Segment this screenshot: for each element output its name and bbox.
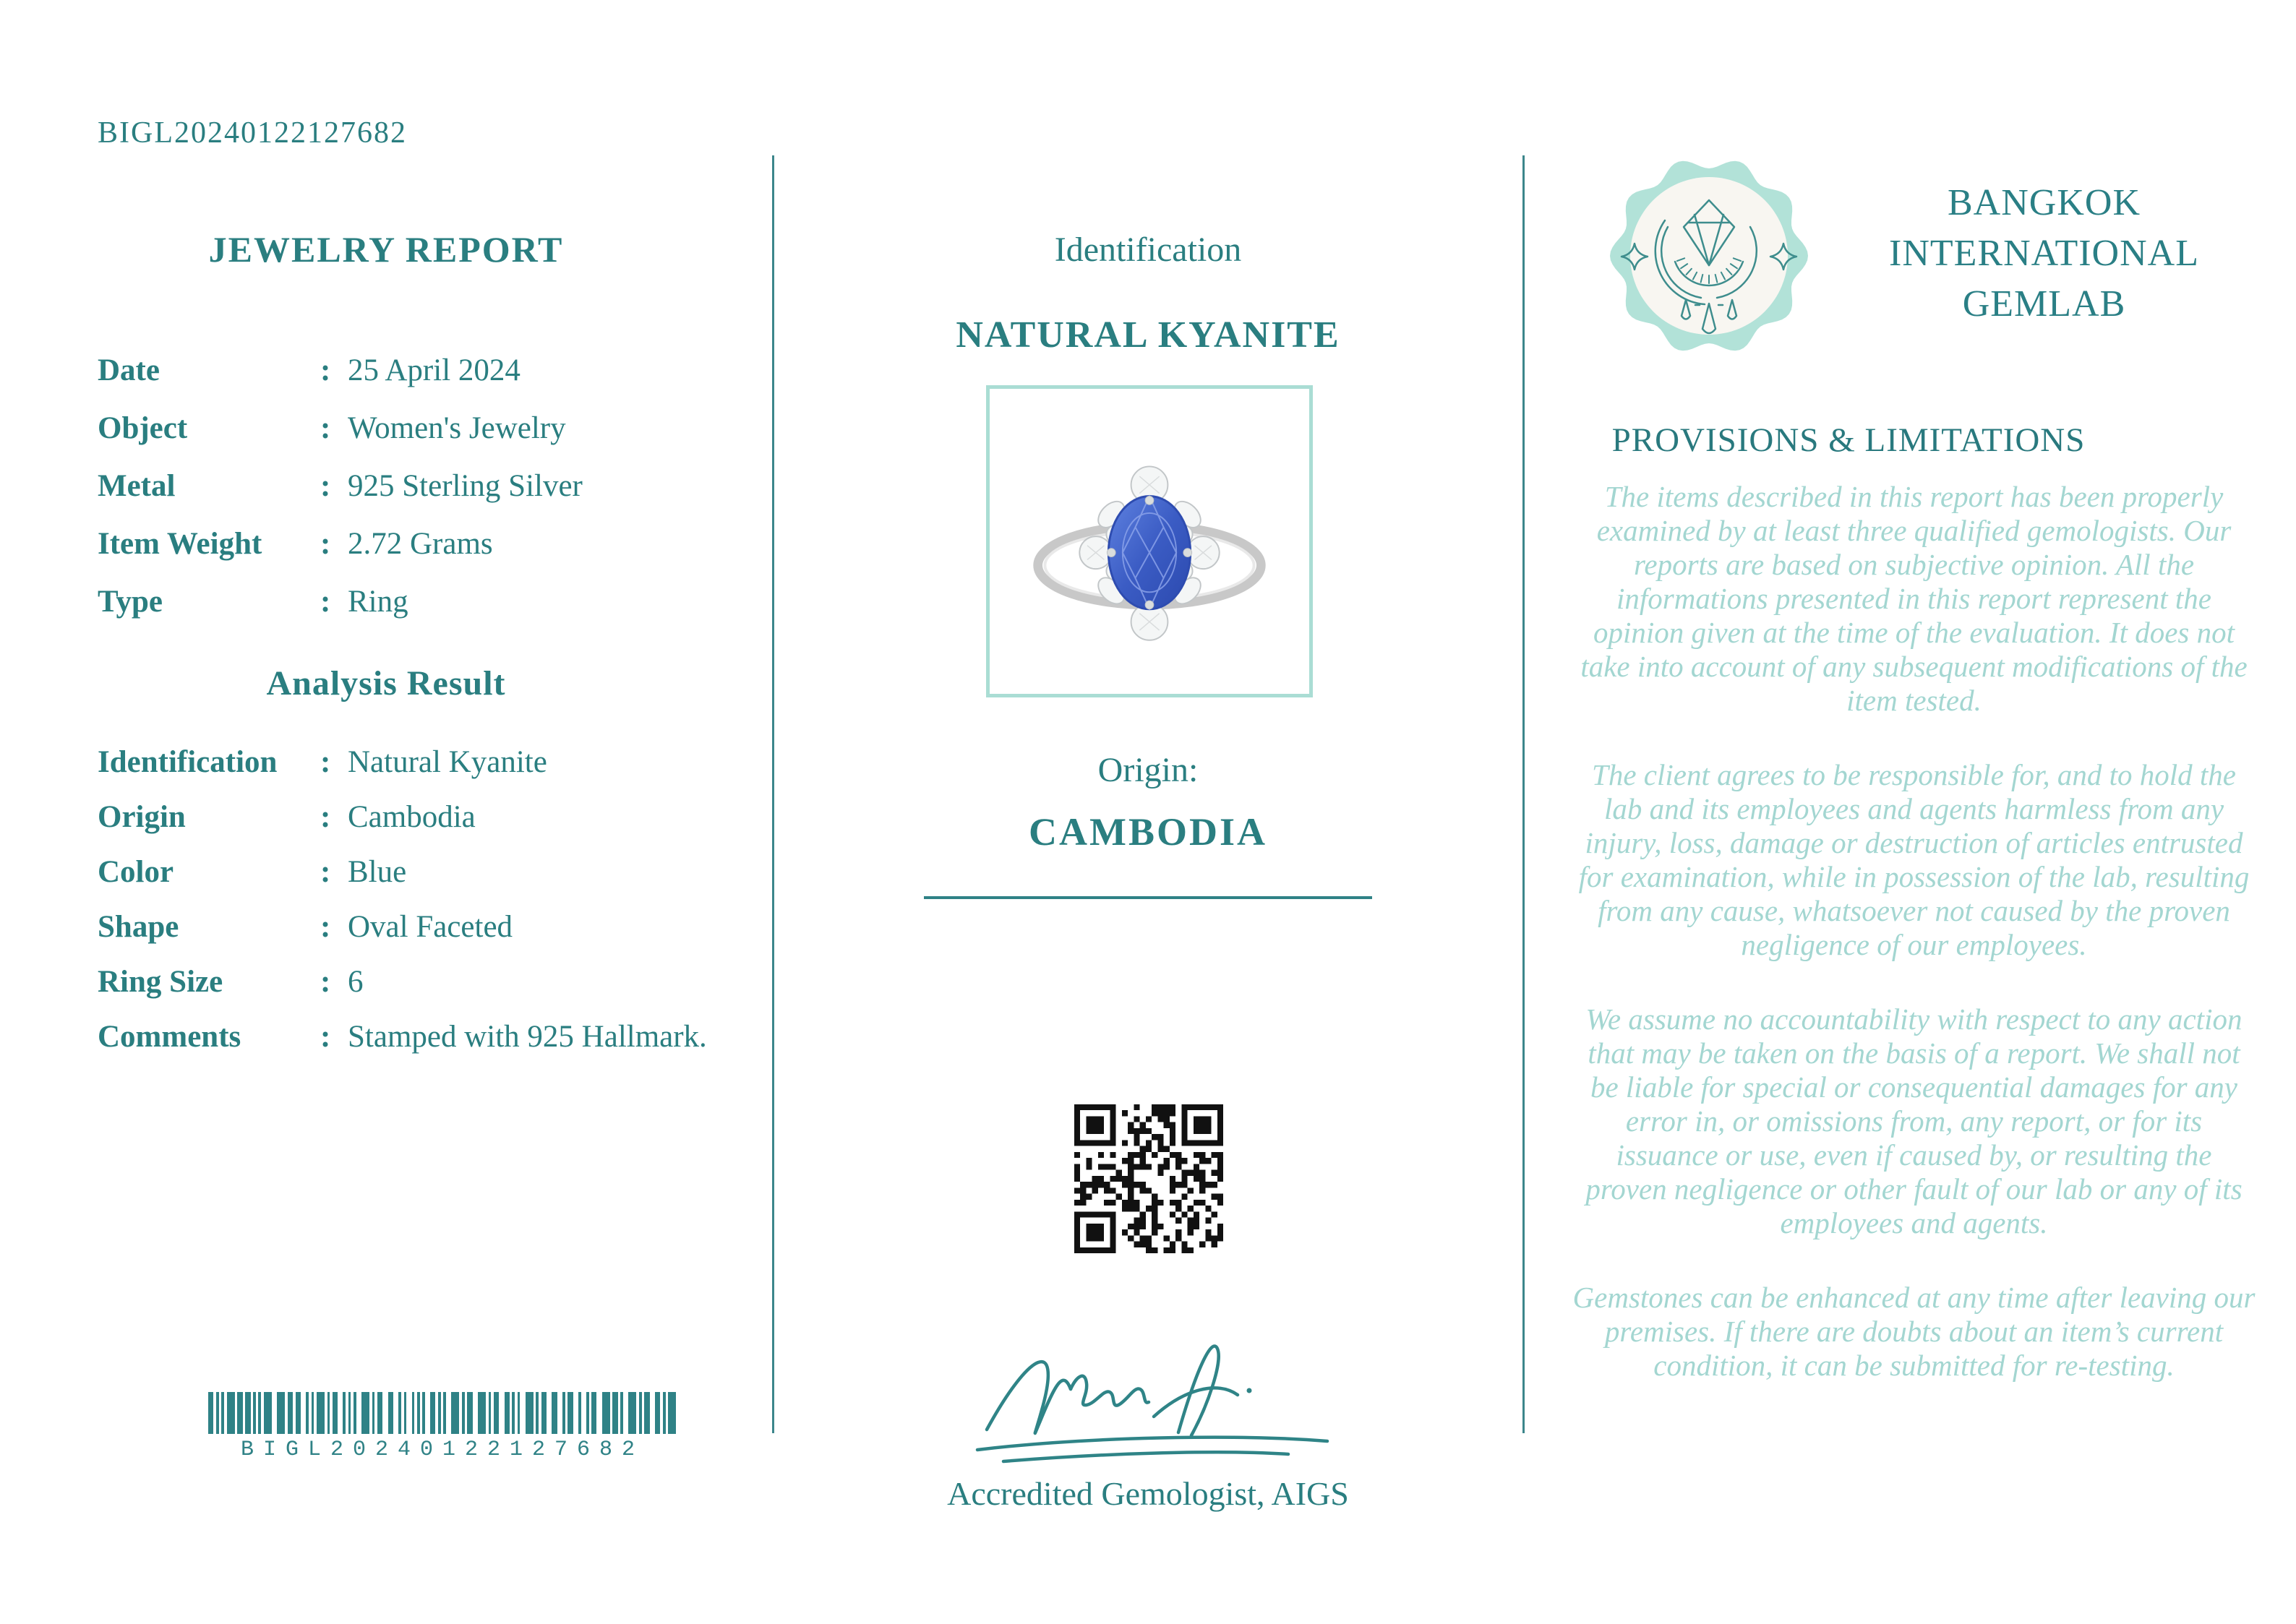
detail-colon: :	[320, 585, 331, 619]
provisions-title: PROVISIONS & LIMITATIONS	[1611, 421, 2086, 459]
provisions-paragraph: Gemstones can be enhanced at any time after leaving our premises. If there are doubts about an item’s current condition, it can be submitted for re-testing.	[1572, 1281, 2256, 1382]
analysis-label: Color	[98, 855, 174, 889]
detail-row	[98, 353, 763, 411]
detail-row	[98, 411, 763, 468]
detail-row	[98, 526, 763, 584]
analysis-row	[98, 964, 763, 1019]
detail-colon: :	[320, 353, 331, 387]
origin-heading: Origin:	[1097, 751, 1199, 789]
report-title: JEWELRY REPORT	[208, 229, 564, 270]
origin-divider-line	[924, 896, 1372, 899]
origin-value: CAMBODIA	[1029, 810, 1267, 854]
analysis-colon: :	[320, 910, 331, 944]
analysis-label: Origin	[98, 800, 186, 834]
analysis-value: Blue	[348, 855, 407, 889]
identification-value: NATURAL KYANITE	[956, 314, 1340, 356]
analysis-colon: :	[320, 745, 331, 779]
ring-photo	[986, 385, 1313, 697]
lab-name	[1840, 178, 2248, 330]
identification-heading: Identification	[1054, 231, 1242, 269]
ring-illustration-icon	[990, 389, 1309, 694]
analysis-colon: :	[320, 800, 331, 834]
detail-label: Object	[98, 411, 188, 445]
lab-name-line: INTERNATIONAL	[1889, 233, 2199, 274]
detail-value: 2.72 Grams	[348, 527, 493, 561]
detail-row	[98, 468, 763, 526]
lab-name-line: BANGKOK	[1948, 182, 2141, 223]
analysis-row	[98, 909, 763, 964]
analysis-label: Comments	[98, 1020, 241, 1054]
detail-value: 25 April 2024	[348, 353, 521, 387]
detail-label: Item Weight	[98, 527, 262, 561]
barcode	[208, 1392, 677, 1462]
analysis-colon: :	[320, 965, 331, 999]
detail-colon: :	[320, 411, 331, 445]
gemologist-signature	[961, 1320, 1337, 1473]
detail-label: Metal	[98, 469, 176, 503]
provisions-paragraph: The items described in this report has been properly examined by at least three qualified gemologists. Our reports are based on subjective opinion. All the informations presented in this report represent the opinion given at the time of the evaluation. It does not take into account of any subsequent modifications of the item tested.	[1580, 480, 2248, 717]
analysis-row	[98, 1019, 763, 1074]
detail-value: 925 Sterling Silver	[348, 469, 583, 503]
analysis-value: Cambodia	[348, 800, 476, 834]
detail-value: Women's Jewelry	[348, 411, 566, 445]
analysis-result-title: Analysis Result	[266, 664, 506, 703]
analysis-colon: :	[320, 855, 331, 889]
report-number: BIGL20240122127682	[98, 116, 407, 150]
analysis-value: Oval Faceted	[348, 910, 513, 944]
analysis-value: Stamped with 925 Hallmark.	[348, 1020, 707, 1054]
analysis-value: Natural Kyanite	[348, 745, 547, 779]
analysis-value: 6	[348, 965, 364, 999]
report-details	[98, 353, 763, 642]
gemologist-credential-line: Accredited Gemologist, AIGS	[947, 1475, 1349, 1512]
barcode-text: BIGL20240122127682	[240, 1438, 645, 1462]
detail-label: Type	[98, 585, 163, 619]
detail-label: Date	[98, 353, 160, 387]
analysis-label: Ring Size	[98, 965, 223, 999]
provisions-paragraph: The client agrees to be responsible for, and to hold the lab and its employees and agents harmless from any injury, loss, damage or destruction of articles entrusted for examination, while in possession of the lab, resulting from any cause, whatsoever not caused by the proven negligence of our employees.	[1578, 758, 2250, 961]
detail-row	[98, 584, 763, 642]
lab-logo gem-pendant-badge-icon	[1609, 155, 1809, 356]
detail-value: Ring	[348, 585, 408, 619]
analysis-row	[98, 799, 763, 854]
analysis-row	[98, 744, 763, 799]
analysis-row	[98, 854, 763, 909]
provisions-paragraph: We assume no accountability with respect to any action that may be taken on the basis of a report. We shall not be liable for special or consequential damages for any error in, or omissions from, any report, or for its issuance or use, even if caused by, or resulting the proven negligence or other fault of our lab or any of its employees and agents.	[1585, 1002, 2243, 1240]
analysis-colon: :	[320, 1020, 331, 1054]
barcode-bars-icon	[208, 1392, 677, 1434]
analysis-label: Identification	[98, 745, 278, 779]
qr-code	[1074, 1104, 1223, 1253]
analysis-results	[98, 744, 763, 1074]
lab-name-line: GEMLAB	[1962, 283, 2126, 325]
detail-colon: :	[320, 469, 331, 503]
detail-colon: :	[320, 527, 331, 561]
analysis-label: Shape	[98, 910, 179, 944]
provisions-paragraphs	[1572, 480, 2256, 1423]
qr-code-icon	[1074, 1104, 1223, 1253]
